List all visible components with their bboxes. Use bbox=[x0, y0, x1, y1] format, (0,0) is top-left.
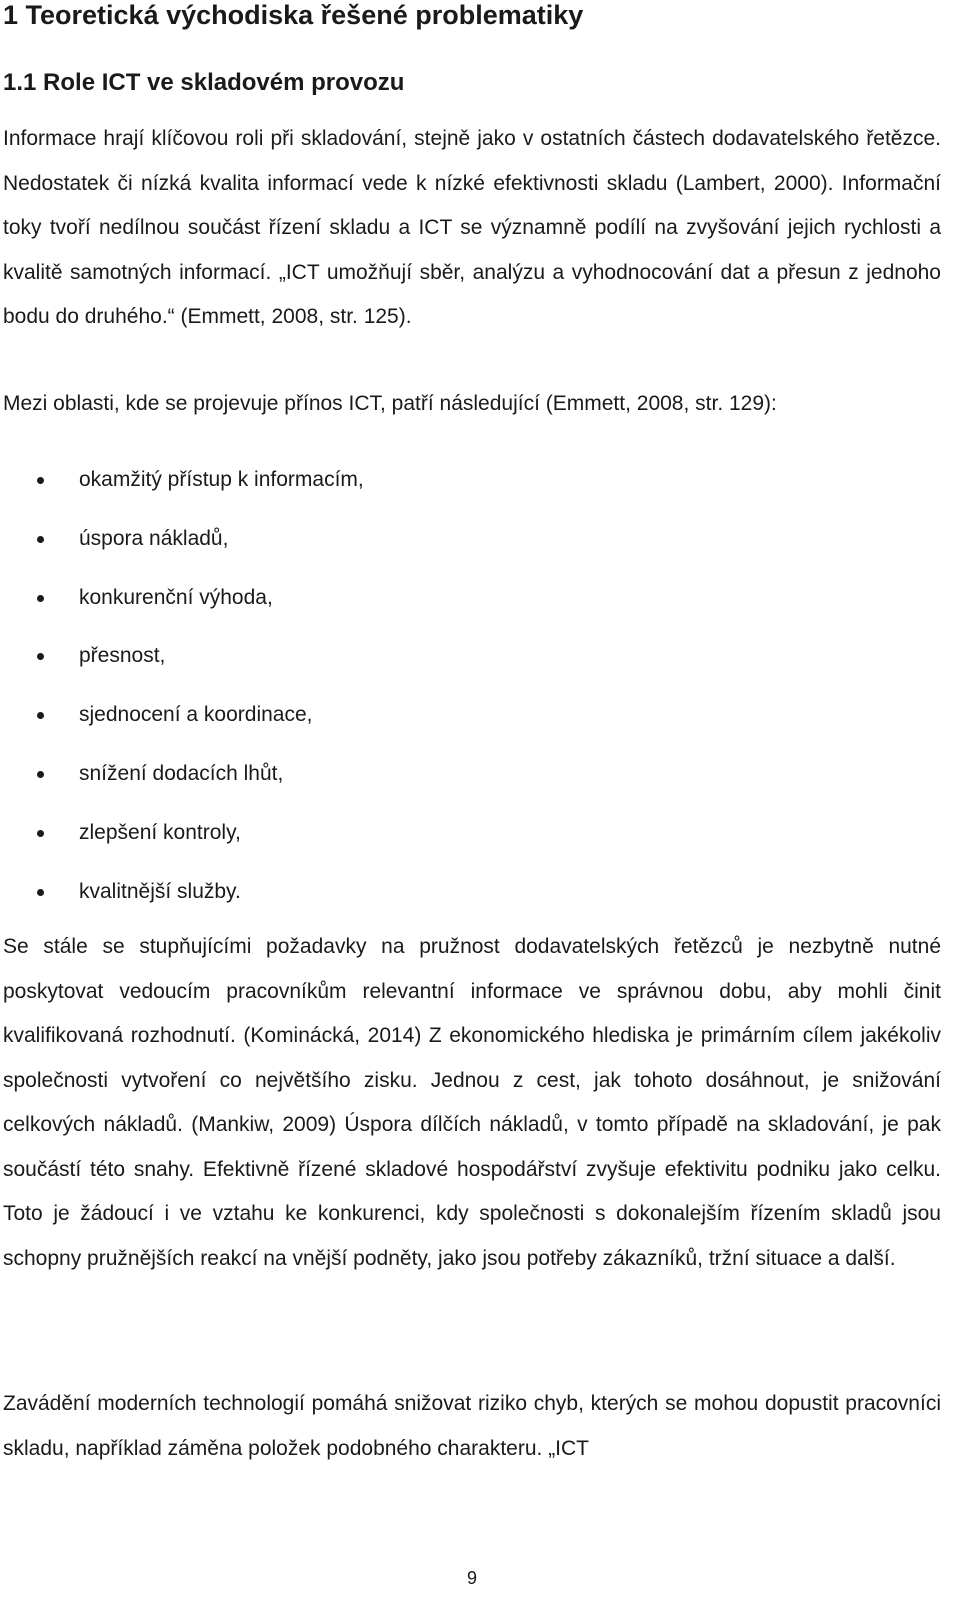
paragraph-technologies: Zavádění moderních technologií pomáhá snižovat riziko chyb, kterých se mohou dopustit pracovníci skladu, například záměna položek podobného charakteru. „ICT bbox=[3, 1392, 941, 1460]
list-item-text: konkurenční výhoda, bbox=[79, 585, 273, 609]
bullet-icon bbox=[37, 771, 44, 778]
chapter-heading: 1 Teoretická východiska řešené problematiky bbox=[3, 0, 584, 30]
paragraph-benefits-intro: Mezi oblasti, kde se projevuje přínos ICT, patří následující (Emmett, 2008, str. 129): bbox=[3, 392, 777, 415]
bullet-icon bbox=[37, 830, 44, 837]
bullet-icon bbox=[37, 653, 44, 660]
section-heading: 1.1 Role ICT ve skladovém provozu bbox=[3, 69, 405, 96]
list-item-text: kvalitnější služby. bbox=[79, 879, 241, 903]
paragraph-economics: Se stále se stupňujícími požadavky na pružnost dodavatelských řetězců je nezbytně nutné poskytovat vedoucím pracovníkům relevantní informace ve správnou dobu, aby mohli činit kvalifikovaná rozhodnutí. (Kominácká, 2014) Z ekonomického hlediska je primárním cílem jakékoliv společnosti vytvoření co největšího zisku. Jednou z cest, jak tohoto dosáhnout, je snižování celkových nákladů. (Mankiw, 2009) Úspora dílčích nákladů, v tomto případě na skladování, je pak součástí této snahy. Efektivně řízené skladové hospodářství zvyšuje efektivitu podniku jako celku. Toto je žádoucí i ve vztahu ke konkurenci, kdy společnosti s dokonalejším řízením skladů jsou schopny pružnějších reakcí na vnější podněty, jako jsou potřeby zákazníků, tržní situace a další. bbox=[3, 935, 941, 1270]
bullet-icon bbox=[37, 477, 44, 484]
page-number: 9 bbox=[466, 1568, 477, 1588]
bullet-icon bbox=[37, 889, 44, 896]
list-item-text: přesnost, bbox=[79, 644, 166, 668]
list-item-text: úspora nákladů, bbox=[79, 526, 229, 550]
bullet-icon bbox=[37, 595, 44, 602]
bullet-icon bbox=[37, 712, 44, 719]
paragraph-intro: Informace hrají klíčovou roli při skladování, stejně jako v ostatních částech dodavatelského řetězce. Nedostatek či nízká kvalita informací vede k nízké efektivnosti skladu (Lambert, 2000). Informační toky tvoří nedílnou součást řízení skladu a ICT se významně podílí na zvyšování jejich rychlosti a kvalitě samotných informací. „ICT umožňují sběr, analýzu a vyhodnocování dat a přesun z jednoho bodu do druhého.“ (Emmett, 2008, str. 125). bbox=[3, 127, 941, 328]
list-item-text: okamžitý přístup k informacím, bbox=[79, 468, 364, 491]
list-item-text: snížení dodacích lhůt, bbox=[79, 761, 284, 785]
list-item-text: sjednocení a koordinace, bbox=[79, 703, 313, 727]
bullet-icon bbox=[37, 536, 44, 543]
list-item-text: zlepšení kontroly, bbox=[79, 820, 241, 844]
